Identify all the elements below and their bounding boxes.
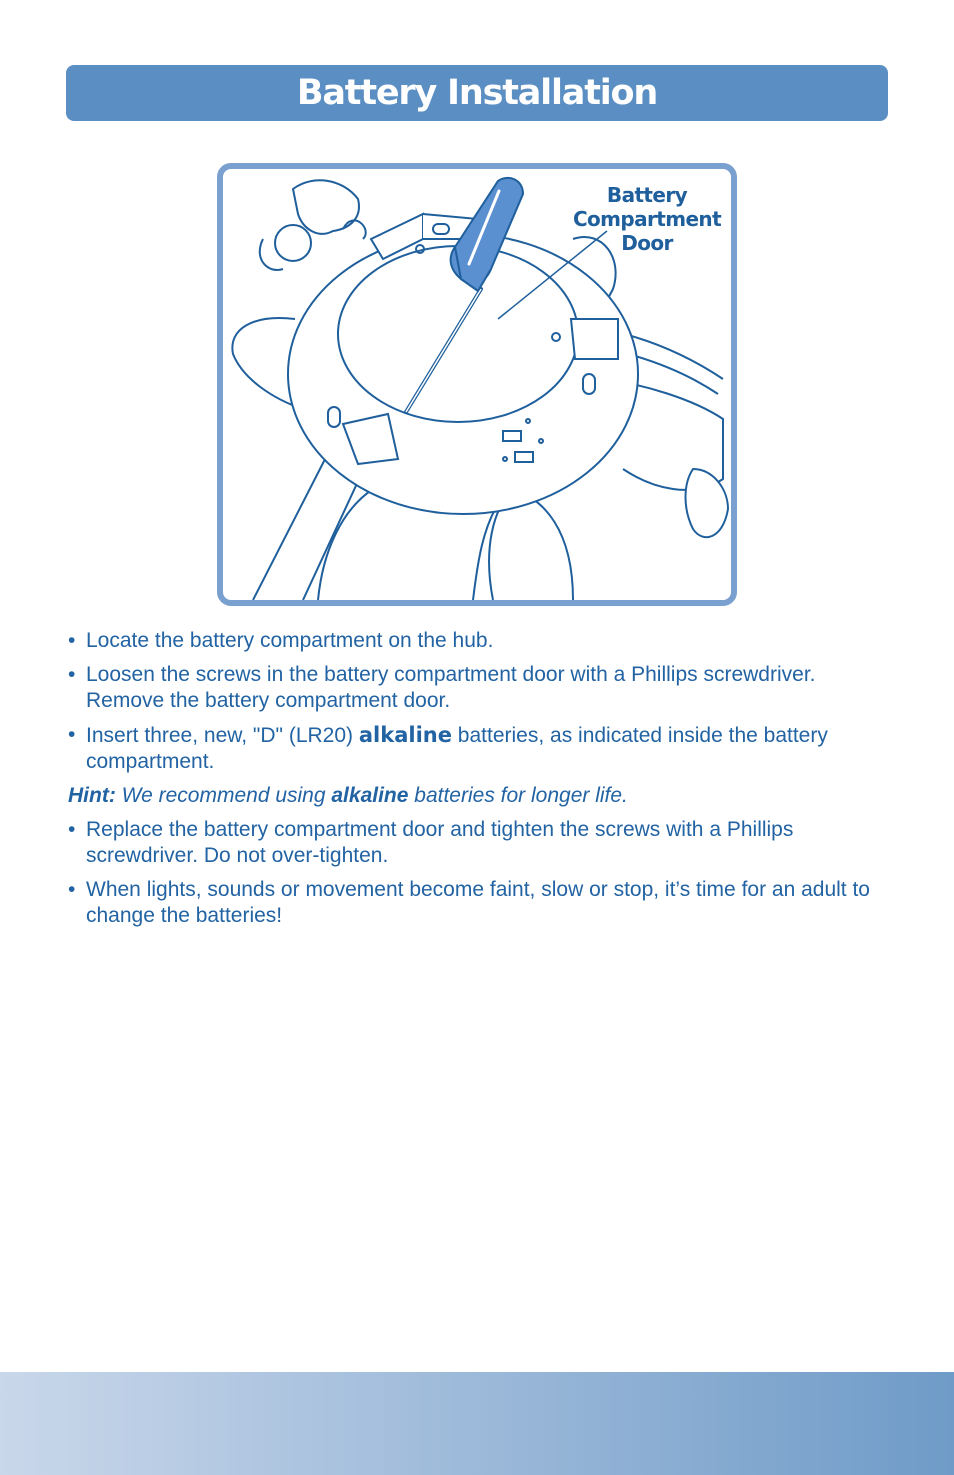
callout-line-1: Battery xyxy=(606,183,688,207)
instruction-text: batteries, as indicated inside the battery compartment. xyxy=(86,724,828,773)
footer-band xyxy=(0,1372,954,1475)
hint-text: batteries for longer life. xyxy=(408,784,628,807)
instruction-text: Locate the battery compartment on the hub. xyxy=(86,629,494,652)
instruction-text: Loosen the screws in the battery compartment door with a Phillips screwdriver. Remove the battery compartment door. xyxy=(86,663,816,712)
alkaline-emphasis: alkaline xyxy=(358,723,452,747)
bullet-dot: • xyxy=(68,878,76,901)
title-bar xyxy=(66,65,888,121)
page-title: Battery Installation xyxy=(296,73,658,113)
instructions xyxy=(68,628,898,937)
bullet-dot: • xyxy=(68,629,76,652)
hint-alkaline: alkaline xyxy=(331,784,409,807)
instruction-locate xyxy=(68,628,898,654)
instruction-replace xyxy=(68,817,898,869)
callout-line-2: Compartment xyxy=(572,207,722,231)
instruction-text: When lights, sounds or movement become faint, slow or stop, it’s time for an adult to change the batteries! xyxy=(86,878,870,927)
instruction-insert xyxy=(68,722,898,775)
bullet-dot: • xyxy=(68,723,76,746)
bullet-dot: • xyxy=(68,818,76,841)
hint-label: Hint: xyxy=(68,784,116,807)
battery-diagram xyxy=(217,163,737,606)
instruction-text: Insert three, new, "D" (LR20) xyxy=(86,724,359,747)
toy-top-left xyxy=(293,180,359,234)
hint xyxy=(68,783,898,809)
instruction-loosen xyxy=(68,662,898,714)
instruction-change xyxy=(68,877,898,929)
hint-text: We recommend using xyxy=(115,784,332,807)
instruction-text: Replace the battery compartment door and tighten the screws with a Phillips screwdriver. Do not over-tighten. xyxy=(86,818,794,867)
bullet-dot: • xyxy=(68,663,76,686)
callout-label xyxy=(567,183,727,255)
callout-line-3: Door xyxy=(621,231,673,255)
